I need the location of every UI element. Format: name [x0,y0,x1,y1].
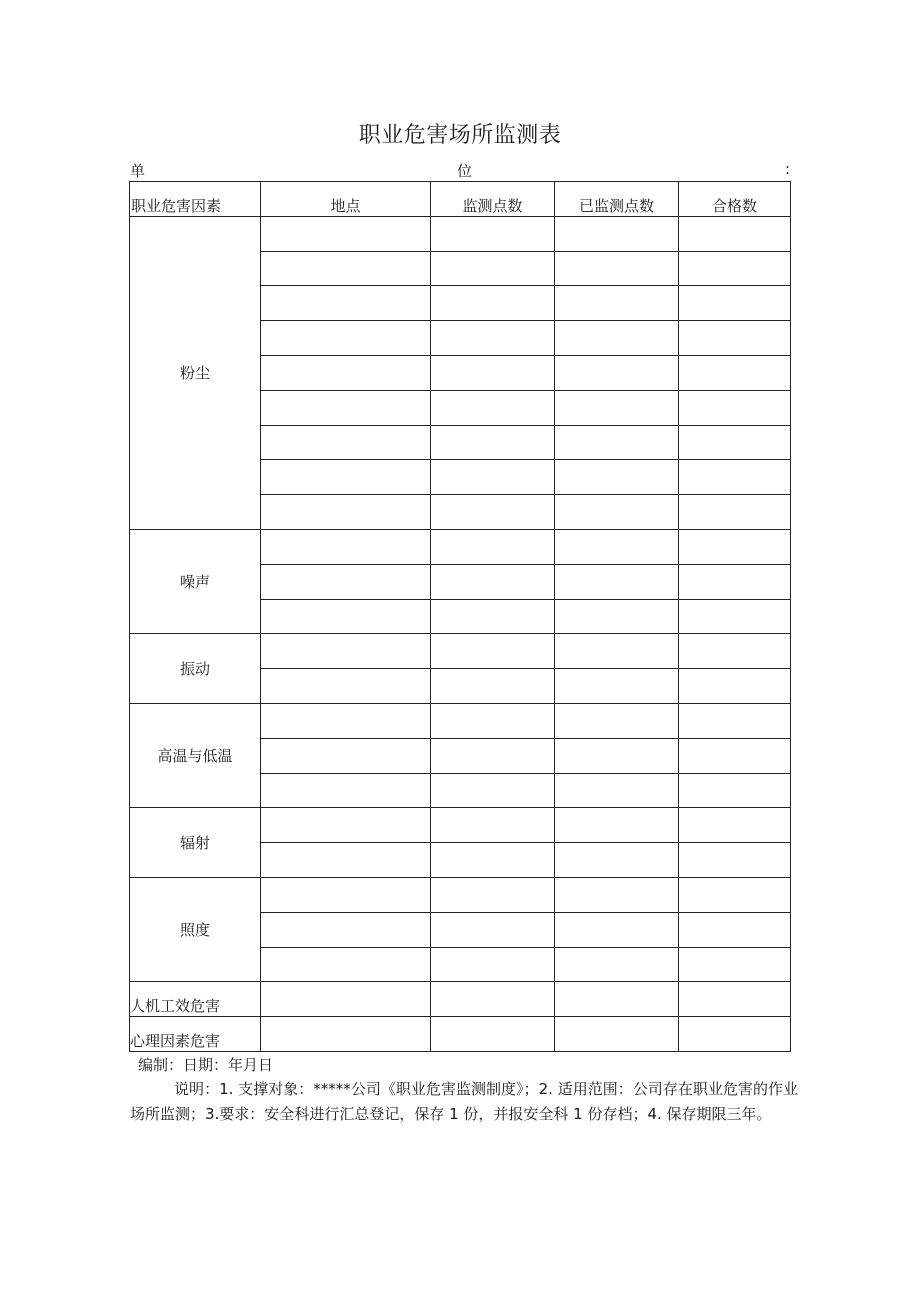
table-cell[interactable] [555,495,679,530]
table-cell[interactable] [679,877,791,912]
table-cell[interactable] [555,703,679,738]
table-cell[interactable] [261,773,431,808]
table-cell[interactable] [555,460,679,495]
table-cell[interactable] [679,947,791,982]
table-cell[interactable] [431,321,555,356]
table-cell[interactable] [431,216,555,251]
table-cell[interactable] [555,529,679,564]
unit-label-a: 单 [130,162,146,180]
header-monitored-points: 已监测点数 [555,182,679,217]
table-row [130,634,791,669]
table-cell[interactable] [431,808,555,843]
table-cell[interactable] [679,738,791,773]
table-cell[interactable] [431,738,555,773]
table-cell[interactable] [431,947,555,982]
table-cell[interactable] [261,1017,431,1052]
table-row [130,216,791,251]
table-cell[interactable] [261,599,431,634]
table-cell[interactable] [555,390,679,425]
unit-label-b: 位 [457,162,473,180]
table-cell[interactable] [679,1017,791,1052]
factor-label: 噪声 [130,529,261,633]
factor-label: 辐射 [130,808,261,878]
table-cell[interactable] [555,982,679,1017]
header-qualified-count: 合格数 [679,182,791,217]
table-cell[interactable] [261,425,431,460]
table-cell[interactable] [679,216,791,251]
table-cell[interactable] [679,773,791,808]
table-cell[interactable] [261,669,431,704]
table-cell[interactable] [431,982,555,1017]
table-cell[interactable] [679,460,791,495]
table-cell[interactable] [431,877,555,912]
table-cell[interactable] [555,286,679,321]
header-location: 地点 [261,182,431,217]
table-cell[interactable] [555,738,679,773]
table-cell[interactable] [261,564,431,599]
table-cell[interactable] [679,808,791,843]
table-cell[interactable] [679,599,791,634]
table-cell[interactable] [261,355,431,390]
table-cell[interactable] [679,495,791,530]
table-cell[interactable] [555,877,679,912]
table-row [130,808,791,843]
table-cell[interactable] [431,599,555,634]
table-cell[interactable] [261,495,431,530]
table-cell[interactable] [679,634,791,669]
table-cell[interactable] [261,738,431,773]
table-cell[interactable] [555,216,679,251]
factor-label: 振动 [130,634,261,704]
table-row [130,1017,791,1052]
table-cell[interactable] [431,773,555,808]
table-cell[interactable] [679,669,791,704]
table-cell[interactable] [555,425,679,460]
table-cell[interactable] [431,425,555,460]
table-cell[interactable] [431,703,555,738]
table-cell[interactable] [431,460,555,495]
page-title: 职业危害场所监测表 [358,123,562,148]
table-cell[interactable] [679,529,791,564]
table-cell[interactable] [431,390,555,425]
table-cell[interactable] [679,703,791,738]
table-cell[interactable] [261,216,431,251]
table-cell[interactable] [679,286,791,321]
table-cell[interactable] [261,947,431,982]
table-cell[interactable] [679,425,791,460]
table-cell[interactable] [679,912,791,947]
table-cell[interactable] [555,947,679,982]
table-cell[interactable] [555,634,679,669]
table-cell[interactable] [555,355,679,390]
table-cell[interactable] [431,669,555,704]
table-cell[interactable] [261,877,431,912]
table-cell[interactable] [431,251,555,286]
table-cell[interactable] [555,912,679,947]
table-cell[interactable] [261,251,431,286]
notes-paragraph [130,1077,798,1127]
table-cell[interactable] [261,843,431,878]
table-cell[interactable] [555,1017,679,1052]
table-cell[interactable] [555,843,679,878]
table-cell[interactable] [431,286,555,321]
table-cell[interactable] [679,982,791,1017]
table-cell[interactable] [261,286,431,321]
table-cell[interactable] [431,529,555,564]
table-cell[interactable] [555,251,679,286]
table-cell[interactable] [431,564,555,599]
table-cell[interactable] [261,703,431,738]
table-cell[interactable] [555,808,679,843]
table-cell[interactable] [679,355,791,390]
table-cell[interactable] [555,669,679,704]
table-cell[interactable] [431,912,555,947]
table-cell[interactable] [261,634,431,669]
factor-label: 照度 [130,877,261,981]
table-cell[interactable] [555,321,679,356]
table-cell[interactable] [555,599,679,634]
header-factor: 职业危害因素 [130,182,261,217]
table-cell[interactable] [261,529,431,564]
table-cell[interactable] [679,251,791,286]
factor-label: 高温与低温 [130,703,261,807]
table-row [130,877,791,912]
table-cell[interactable] [555,564,679,599]
table-row [130,982,791,1017]
table-cell[interactable] [679,843,791,878]
factor-label: 粉尘 [130,216,261,529]
header-row [130,182,791,217]
compiler-date-line: 编制：日期：年月日 [138,1056,274,1074]
table-cell[interactable] [431,495,555,530]
table-cell[interactable] [261,321,431,356]
table-cell[interactable] [679,321,791,356]
notes-text: 说明：1. 支撑对象：*****公司《职业危害监测制度》；2. 适用范围：公司存在职业危害的作业场所监测；3.要求：安全科进行汇总登记，保存 1 份，并报安全科 1 份存档；4. 保存期限三年。 [130,1080,798,1123]
table-cell[interactable] [261,460,431,495]
unit-row [130,160,790,180]
factor-label: 人机工效危害 [130,982,261,1017]
table-row [130,529,791,564]
table-cell[interactable] [261,912,431,947]
table-row [130,703,791,738]
monitoring-table [129,181,791,1052]
table-cell[interactable] [679,564,791,599]
factor-label: 心理因素危害 [130,1017,261,1052]
table-cell[interactable] [261,390,431,425]
table-cell[interactable] [555,773,679,808]
table-cell[interactable] [679,390,791,425]
unit-colon: : [784,160,790,178]
table-cell[interactable] [431,843,555,878]
table-cell[interactable] [431,1017,555,1052]
table-cell[interactable] [431,634,555,669]
table-cell[interactable] [431,355,555,390]
table-cell[interactable] [261,808,431,843]
header-monitor-points: 监测点数 [431,182,555,217]
table-cell[interactable] [261,982,431,1017]
